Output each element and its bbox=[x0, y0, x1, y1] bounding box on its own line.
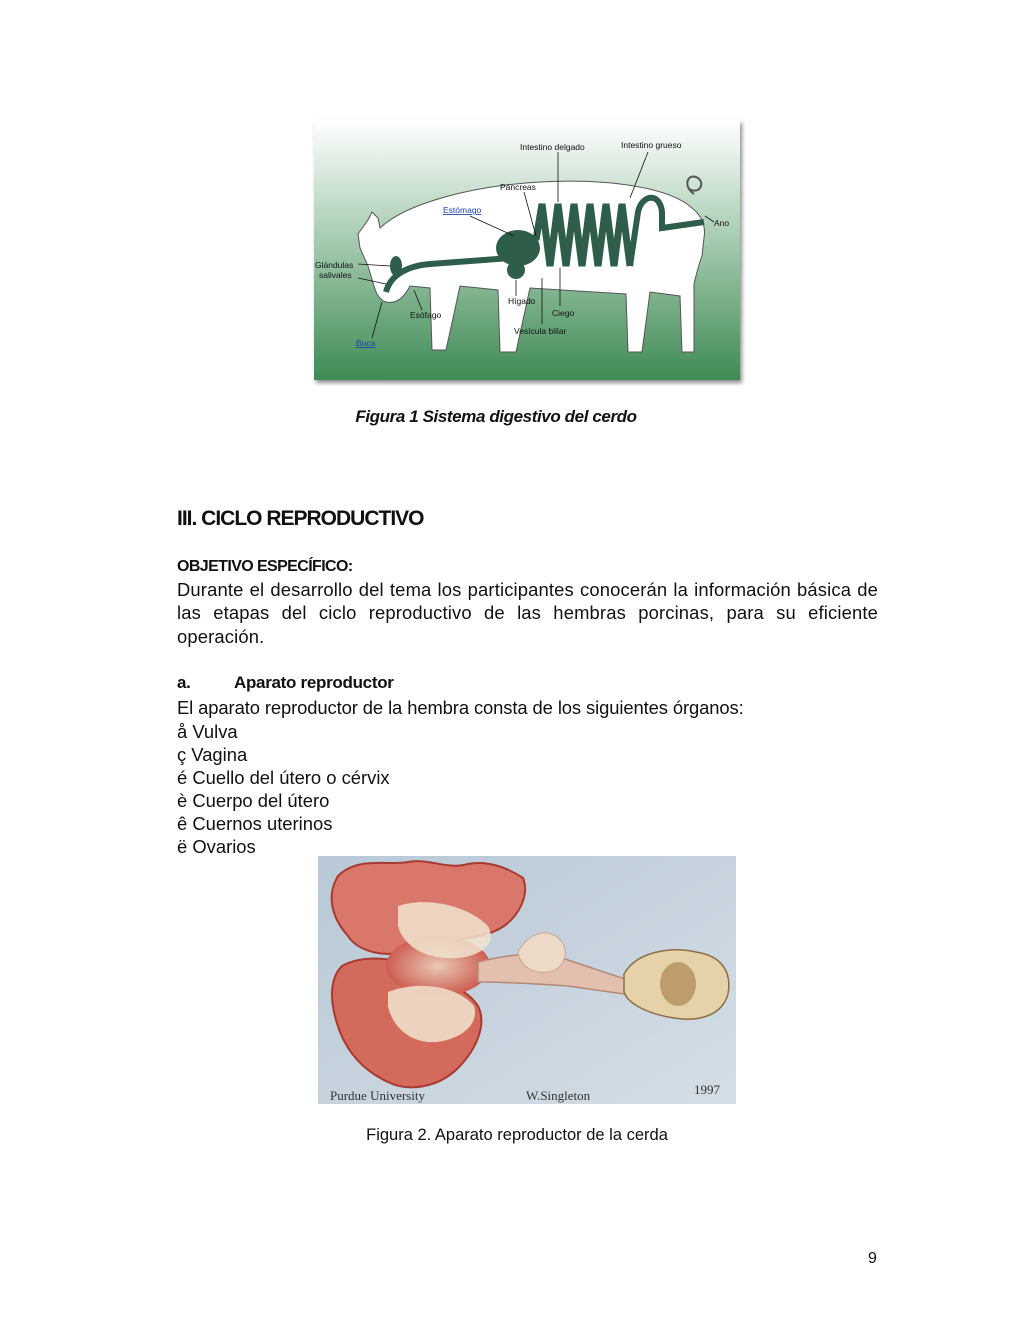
list-item: é Cuello del útero o cérvix bbox=[177, 767, 390, 789]
objective-text: Durante el desarrollo del tema los participantes conocerán la información básica de las etapas del ciclo reproductivo de las hembras porcinas, para su eficiente operación. bbox=[177, 579, 878, 647]
label-intestino-delgado: Intestino delgado bbox=[520, 142, 585, 152]
figure-digestive-system bbox=[310, 116, 746, 386]
subsection-number: a. bbox=[177, 673, 191, 692]
salivary-gland-organ bbox=[390, 256, 402, 276]
label-pancreas: Páncreas bbox=[500, 182, 536, 192]
subsection-title: Aparato reproductor bbox=[234, 673, 394, 692]
figure-reproductive-tract-photo bbox=[318, 856, 736, 1104]
label-higado: Hígado bbox=[508, 296, 536, 306]
subsection-heading bbox=[177, 673, 394, 693]
objective-title: OBJETIVO ESPECÍFICO: bbox=[177, 558, 353, 575]
label-salivales: salivales bbox=[319, 270, 352, 280]
photo-credit-year: 1997 bbox=[694, 1082, 720, 1097]
vulva-center bbox=[660, 962, 696, 1006]
label-glandulas: Glándulas bbox=[315, 260, 354, 270]
page-number: 9 bbox=[868, 1250, 877, 1267]
label-vesicula: Vesícula biliar bbox=[514, 326, 567, 336]
organs-list bbox=[177, 720, 390, 859]
liver-organ bbox=[507, 261, 525, 279]
figure1-caption: Figura 1 Sistema digestivo del cerdo bbox=[355, 407, 637, 426]
reproductive-photo bbox=[318, 856, 736, 1104]
organs-intro: El aparato reproductor de la hembra consta de los siguientes órganos: bbox=[177, 697, 744, 718]
list-item: ê Cuernos uterinos bbox=[177, 813, 333, 835]
list-item: è Cuerpo del útero bbox=[177, 790, 330, 812]
photo-credit-author: W.Singleton bbox=[526, 1088, 591, 1103]
label-intestino-grueso: Intestino grueso bbox=[621, 140, 682, 150]
list-item: ë Ovarios bbox=[177, 836, 256, 858]
label-ciego: Ciego bbox=[552, 308, 575, 318]
label-boca[interactable]: Boca bbox=[356, 338, 376, 348]
section-title: III. CICLO REPRODUCTIVO bbox=[177, 507, 424, 530]
label-esofago: Esófago bbox=[410, 310, 442, 320]
figure2-caption: Figura 2. Aparato reproductor de la cerda bbox=[366, 1126, 668, 1144]
list-item: å Vulva bbox=[177, 721, 238, 742]
photo-credit-institution: Purdue University bbox=[330, 1088, 425, 1103]
list-item: ç Vagina bbox=[177, 744, 248, 766]
label-ano: Ano bbox=[714, 218, 730, 228]
label-estomago[interactable]: Estómago bbox=[443, 205, 482, 215]
digestive-diagram bbox=[310, 116, 746, 386]
